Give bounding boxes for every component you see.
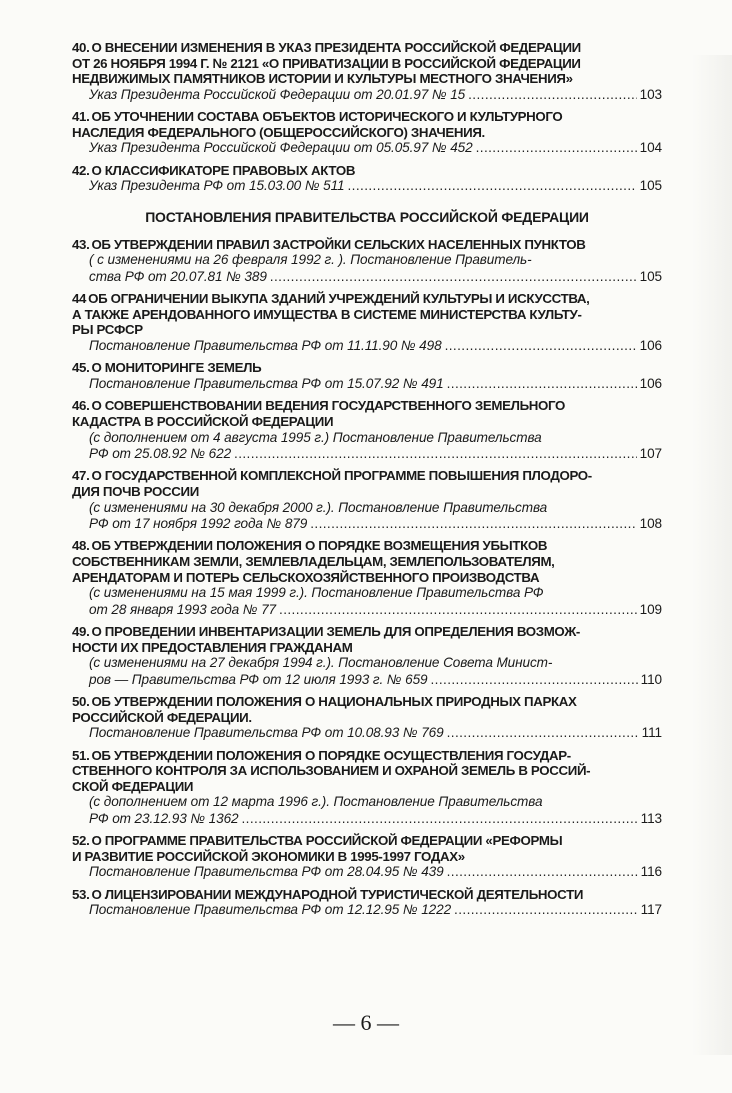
entry-page-number: 106 xyxy=(639,375,662,391)
entry-source-line: ства РФ от 20.07.81 № 389 xyxy=(89,268,267,284)
entry-source-line: РФ от 23.12.93 № 1362 xyxy=(89,810,239,826)
bleed-through-shadow xyxy=(692,55,732,1055)
entry-source xyxy=(72,376,662,392)
entry-number: 53. xyxy=(72,886,90,902)
entry-title xyxy=(72,538,662,585)
entry-source xyxy=(72,338,662,354)
entry-source-line: Постановление Правительства РФ от 28.04.95 № 439 xyxy=(89,864,444,880)
entry-title-line: СКОЙ ФЕДЕРАЦИИ xyxy=(72,778,194,794)
entry-number: 52. xyxy=(72,833,90,849)
leader-dots xyxy=(468,87,636,103)
entry-title-line: О ГОСУДАРСТВЕННОЙ КОМПЛЕКСНОЙ ПРОГРАММЕ ПОВЫШЕНИЯ ПЛОДОРО- xyxy=(91,468,592,484)
entry-title-line: РЫ РСФСР xyxy=(72,322,143,338)
entry-source xyxy=(72,585,662,618)
entry-title xyxy=(72,163,662,179)
entry-page-number: 109 xyxy=(639,601,662,617)
toc-entry xyxy=(72,291,662,354)
entry-source-line: Указ Президента РФ от 15.03.00 № 511 xyxy=(89,178,345,194)
entry-page-number: 105 xyxy=(639,178,662,194)
entry-title-line: РОССИЙСКОЙ ФЕДЕРАЦИИ. xyxy=(72,709,252,725)
entry-source-line: Указ Президента Российской Федерации от 20.01.97 № 15 xyxy=(89,86,466,102)
entry-title-line: АРЕНДАТОРАМ И ПОТЕРЬ СЕЛЬСКОХОЗЯЙСТВЕННОГО ПРОИЗВОДСТВА xyxy=(72,569,540,585)
leader-dots xyxy=(447,376,637,392)
toc-entry xyxy=(72,538,662,618)
entry-title xyxy=(72,624,662,655)
toc-entry xyxy=(72,360,662,392)
entry-source xyxy=(72,500,662,533)
toc-entry xyxy=(72,748,662,828)
toc-entry xyxy=(72,833,662,881)
entry-source xyxy=(72,725,662,741)
entry-title-line: ОБ УТВЕРЖДЕНИИ ПОЛОЖЕНИЯ О ПОРЯДКЕ ВОЗМЕЩЕНИЯ УБЫТКОВ xyxy=(91,538,548,554)
entry-number: 51. xyxy=(72,747,90,763)
entry-source xyxy=(72,430,662,463)
entry-title-line: КАДАСТРА В РОССИЙСКОЙ ФЕДЕРАЦИИ xyxy=(72,413,334,429)
toc-entry xyxy=(72,398,662,462)
entry-page-number: 116 xyxy=(640,864,662,880)
entry-source xyxy=(72,655,662,688)
entry-title xyxy=(72,694,662,725)
entry-title-line: И РАЗВИТИЕ РОССИЙСКОЙ ЭКОНОМИКИ В 1995-1997 ГОДАХ» xyxy=(72,848,465,864)
entry-title xyxy=(72,748,662,795)
entry-source xyxy=(72,140,662,156)
entry-title-line: ОБ УТВЕРЖДЕНИИ ПРАВИЛ ЗАСТРОЙКИ СЕЛЬСКИХ НАСЕЛЕННЫХ ПУНКТОВ xyxy=(91,236,586,252)
entry-source-line: (с дополнением от 12 марта 1996 г.). Постановление Правительства xyxy=(89,794,543,810)
entry-page-number: 105 xyxy=(639,268,662,284)
page-number: — 6 — xyxy=(333,1010,399,1035)
toc-page xyxy=(72,40,662,925)
toc-group-decrees xyxy=(72,40,662,195)
entry-source xyxy=(72,794,662,827)
entry-number: 44 xyxy=(72,291,87,307)
entry-source-line: Постановление Правительства РФ от 15.07.92 № 491 xyxy=(89,375,444,391)
entry-title-line: О СОВЕРШЕНСТВОВАНИИ ВЕДЕНИЯ ГОСУДАРСТВЕННОГО ЗЕМЕЛЬНОГО xyxy=(91,398,566,414)
entry-title-line: ОБ ОГРАНИЧЕНИИ ВЫКУПА ЗДАНИЙ УЧРЕЖДЕНИЙ КУЛЬТУРЫ И ИСКУССТВА, xyxy=(88,291,590,307)
entry-title-line: О ПРОВЕДЕНИИ ИНВЕНТАРИЗАЦИИ ЗЕМЕЛЬ ДЛЯ ОПРЕДЕЛЕНИЯ ВОЗМОЖ- xyxy=(91,623,580,639)
toc-group-resolutions xyxy=(72,237,662,919)
entry-title xyxy=(72,237,662,253)
entry-title xyxy=(72,40,662,87)
entry-title xyxy=(72,468,662,499)
entry-title-line: О МОНИТОРИНГЕ ЗЕМЕЛЬ xyxy=(91,360,262,376)
entry-source-line: Постановление Правительства РФ от 12.12.95 № 1222 xyxy=(89,902,452,918)
entry-title-line: О ПРОГРАММЕ ПРАВИТЕЛЬСТВА РОССИЙСКОЙ ФЕДЕРАЦИИ «РЕФОРМЫ xyxy=(91,833,563,849)
entry-source-line: (с изменениями на 15 мая 1999 г.). Постановление Правительства РФ xyxy=(89,585,544,601)
toc-entry xyxy=(72,887,662,919)
entry-number: 48. xyxy=(72,538,90,554)
entry-source xyxy=(72,87,662,103)
entry-title-line: О ВНЕСЕНИИ ИЗМЕНЕНИЯ В УКАЗ ПРЕЗИДЕНТА РОССИЙСКОЙ ФЕДЕРАЦИИ xyxy=(91,40,581,55)
entry-page-number: 104 xyxy=(639,140,662,156)
entry-title-line: ДИЯ ПОЧВ РОССИИ xyxy=(72,483,199,499)
entry-number: 45. xyxy=(72,360,90,376)
entry-title-line: ОБ УТВЕРЖДЕНИИ ПОЛОЖЕНИЯ О ПОРЯДКЕ ОСУЩЕСТВЛЕНИЯ ГОСУДАР- xyxy=(91,747,571,763)
entry-number: 47. xyxy=(72,468,90,484)
entry-source-line: (с изменениями на 27 декабря 1994 г.). Постановление Совета Минист- xyxy=(89,655,553,671)
leader-dots xyxy=(348,178,637,194)
entry-title xyxy=(72,291,662,338)
leader-dots xyxy=(279,602,637,618)
leader-dots xyxy=(454,902,638,918)
toc-entry xyxy=(72,237,662,285)
entry-source-line: (с изменениями на 30 декабря 2000 г.). Постановление Правительства xyxy=(89,499,548,515)
entry-title-line: НЕДВИЖИМЫХ ПАМЯТНИКОВ ИСТОРИИ И КУЛЬТУРЫ МЕСТНОГО ЗНАЧЕНИЯ» xyxy=(72,71,573,87)
entry-source xyxy=(72,864,662,880)
entry-number: 49. xyxy=(72,623,90,639)
entry-source-line: РФ от 17 ноября 1992 года № 879 xyxy=(89,515,308,531)
entry-page-number: 107 xyxy=(639,445,662,461)
entry-page-number: 111 xyxy=(641,725,662,741)
entry-title-line: НАСЛЕДИЯ ФЕДЕРАЛЬНОГО (ОБЩЕРОССИЙСКОГО) ЗНАЧЕНИЯ. xyxy=(72,124,485,140)
entry-page-number: 103 xyxy=(639,86,662,102)
entry-page-number: 117 xyxy=(640,902,662,918)
entry-number: 43. xyxy=(72,236,90,252)
leader-dots xyxy=(447,725,639,741)
entry-page-number: 110 xyxy=(640,671,662,687)
entry-title-line: О КЛАССИФИКАТОРЕ ПРАВОВЫХ АКТОВ xyxy=(91,162,356,178)
toc-entry xyxy=(72,163,662,195)
entry-source-line: ( с изменениями на 26 февраля 1992 г. ). Постановление Правитель- xyxy=(89,252,532,268)
toc-entry xyxy=(72,468,662,532)
entry-page-number: 113 xyxy=(640,810,662,826)
entry-source-line: Указ Президента Российской Федерации от 05.05.97 № 452 xyxy=(89,140,473,156)
entry-title-line: О ЛИЦЕНЗИРОВАНИИ МЕЖДУНАРОДНОЙ ТУРИСТИЧЕСКОЙ ДЕЯТЕЛЬНОСТИ xyxy=(91,886,584,902)
entry-title xyxy=(72,109,662,140)
entry-page-number: 106 xyxy=(639,337,662,353)
entry-title xyxy=(72,833,662,864)
entry-number: 40. xyxy=(72,40,90,55)
entry-source xyxy=(72,252,662,285)
leader-dots xyxy=(431,672,638,688)
entry-source xyxy=(72,178,662,194)
entry-title-line: ОБ УТОЧНЕНИИ СОСТАВА ОБЪЕКТОВ ИСТОРИЧЕСКОГО И КУЛЬТУРНОГО xyxy=(91,109,563,125)
entry-title-line: ОБ УТВЕРЖДЕНИИ ПОЛОЖЕНИЯ О НАЦИОНАЛЬНЫХ ПРИРОДНЫХ ПАРКАХ xyxy=(91,693,577,709)
entry-title-line: А ТАКЖЕ АРЕНДОВАННОГО ИМУЩЕСТВА В СИСТЕМЕ МИНИСТЕРСТВА КУЛЬТУ- xyxy=(72,306,582,322)
entry-number: 46. xyxy=(72,398,90,414)
entry-source-line: ров — Правительства РФ от 12 июля 1993 г. № 659 xyxy=(89,671,428,687)
leader-dots xyxy=(242,811,638,827)
entry-title-line: СОБСТВЕННИКАМ ЗЕМЛИ, ЗЕМЛЕВЛАДЕЛЬЦАМ, ЗЕМЛЕПОЛЬЗОВАТЕЛЯМ, xyxy=(72,553,555,569)
toc-entry xyxy=(72,694,662,742)
entry-number: 42. xyxy=(72,162,90,178)
entry-title xyxy=(72,360,662,376)
entry-source-line: от 28 января 1993 года № 77 xyxy=(89,601,277,617)
leader-dots xyxy=(310,516,636,532)
entry-source xyxy=(72,902,662,918)
entry-source-line: Постановление Правительства РФ от 10.08.93 № 769 xyxy=(89,725,444,741)
entry-title xyxy=(72,887,662,903)
leader-dots xyxy=(476,140,637,156)
leader-dots xyxy=(447,864,638,880)
leader-dots xyxy=(234,446,637,462)
entry-title xyxy=(72,398,662,429)
entry-source-line: РФ от 25.08.92 № 622 xyxy=(89,445,232,461)
entry-page-number: 108 xyxy=(639,515,662,531)
leader-dots xyxy=(270,269,637,285)
entry-number: 41. xyxy=(72,109,90,125)
entry-source-line: (с дополнением от 4 августа 1995 г.) Постановление Правительства xyxy=(89,429,542,445)
entry-title-line: НОСТИ ИХ ПРЕДОСТАВЛЕНИЯ ГРАЖДАНАМ xyxy=(72,639,353,655)
entry-title-line: СТВЕННОГО КОНТРОЛЯ ЗА ИСПОЛЬЗОВАНИЕМ И ОХРАНОЙ ЗЕМЕЛЬ В РОССИЙ- xyxy=(72,763,591,779)
toc-entry xyxy=(72,40,662,103)
entry-source-line: Постановление Правительства РФ от 11.11.90 № 498 xyxy=(89,337,442,353)
entry-title-line: ОТ 26 НОЯБРЯ 1994 Г. № 2121 «О ПРИВАТИЗАЦИИ В РОССИЙСКОЙ ФЕДЕРАЦИИ xyxy=(72,55,581,71)
toc-entry xyxy=(72,624,662,688)
leader-dots xyxy=(445,338,637,354)
section-heading: ПОСТАНОВЛЕНИЯ ПРАВИТЕЛЬСТВА РОССИЙСКОЙ ФЕДЕРАЦИИ xyxy=(145,208,589,225)
entry-number: 50. xyxy=(72,693,90,709)
toc-entry xyxy=(72,109,662,157)
